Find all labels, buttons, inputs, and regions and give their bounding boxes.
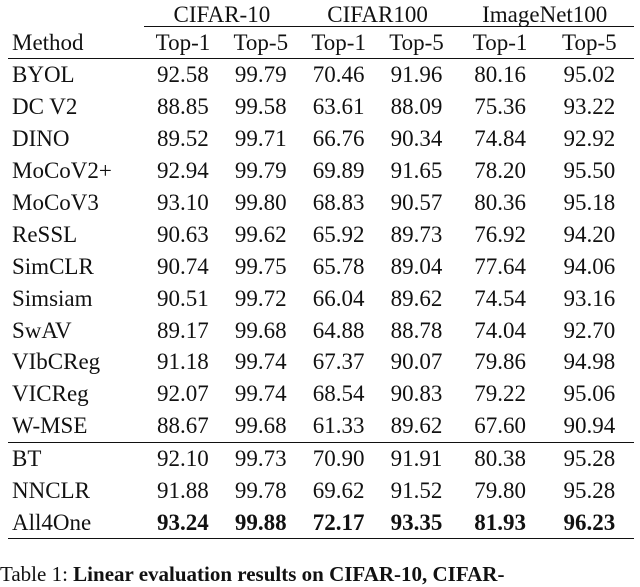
table-row (8, 59, 634, 91)
results-body (8, 59, 634, 539)
table-row (8, 123, 634, 155)
value-cell: 99.58 (234, 94, 287, 120)
value-cell: 68.83 (312, 190, 365, 215)
value-cell: 90.51 (157, 285, 209, 311)
value-cell: 91.65 (390, 158, 443, 184)
value-cell: 96.23 (545, 506, 634, 538)
value-cell: 69.89 (312, 158, 365, 184)
value-cell: 88.09 (390, 94, 443, 120)
value-cell: 89.04 (390, 253, 443, 279)
value-cell: 93.16 (563, 285, 616, 311)
table-row (8, 187, 634, 219)
value-cell: 92.58 (157, 62, 209, 88)
value-cell: 91.18 (157, 349, 209, 375)
value-cell: 80.38 (474, 446, 526, 472)
value-cell: 88.67 (144, 410, 222, 442)
value-cell: 90.07 (390, 349, 443, 375)
table-row (8, 475, 634, 507)
value-cell: 92.07 (157, 381, 209, 407)
group-header-cifar100: CIFAR100 (300, 0, 456, 27)
subheader-top1: Top-1 (300, 27, 378, 59)
value-cell: 99.73 (234, 446, 287, 472)
method-header: Method (8, 27, 144, 59)
caption-label: Table 1: (0, 562, 68, 586)
value-cell: 99.72 (234, 285, 287, 311)
value-cell: 90.94 (545, 410, 634, 442)
value-cell: 61.33 (300, 410, 378, 442)
group-header-row (8, 0, 634, 27)
value-cell: 69.62 (312, 478, 365, 504)
value-cell: 94.98 (563, 349, 616, 375)
method-cell: DC V2 (12, 94, 78, 120)
value-cell: 88.78 (390, 317, 443, 343)
method-cell: DINO (12, 126, 70, 152)
group-header-cifar10: CIFAR-10 (144, 0, 300, 27)
table-row (8, 314, 634, 346)
value-cell: 65.78 (312, 253, 365, 279)
method-cell: BYOL (12, 62, 75, 88)
table-row (8, 250, 634, 282)
value-cell: 93.35 (378, 506, 456, 538)
subheader-top5: Top-5 (378, 27, 456, 59)
table-row (8, 155, 634, 187)
value-cell: 72.17 (300, 506, 378, 538)
value-cell: 95.50 (563, 158, 616, 184)
subheader-row (8, 27, 634, 59)
method-cell: SwAV (12, 317, 72, 343)
method-cell: All4One (8, 506, 144, 538)
value-cell: 76.92 (474, 221, 526, 247)
value-cell: 93.22 (563, 94, 616, 120)
value-cell: 90.57 (390, 190, 443, 215)
value-cell: 95.06 (563, 381, 616, 407)
value-cell: 99.62 (234, 221, 287, 247)
value-cell: 89.62 (390, 285, 443, 311)
value-cell: 88.85 (157, 94, 209, 120)
value-cell: 74.84 (474, 126, 526, 152)
results-table (8, 0, 634, 539)
method-cell: MoCoV2+ (12, 158, 112, 184)
value-cell: 99.78 (234, 478, 287, 504)
value-cell: 99.88 (222, 506, 300, 538)
value-cell: 70.46 (312, 62, 365, 88)
value-cell: 89.62 (378, 410, 456, 442)
method-cell: Simsiam (12, 285, 93, 311)
value-cell: 99.71 (234, 126, 287, 152)
value-cell: 90.74 (157, 253, 209, 279)
value-cell: 90.83 (390, 381, 443, 407)
subheader-top5: Top-5 (545, 27, 634, 59)
value-cell: 81.93 (455, 506, 544, 538)
value-cell: 92.92 (563, 126, 616, 152)
value-cell: 99.68 (222, 410, 300, 442)
value-cell: 79.22 (474, 381, 526, 407)
subheader-top1: Top-1 (144, 27, 222, 59)
value-cell: 92.94 (157, 158, 209, 184)
table-row (8, 378, 634, 410)
value-cell: 91.91 (390, 446, 443, 472)
table-row (8, 218, 634, 250)
value-cell: 74.04 (474, 317, 526, 343)
value-cell: 89.52 (157, 126, 209, 152)
caption-text: Linear evaluation results on CIFAR-10, CIFAR- (73, 562, 505, 586)
subheader-top1: Top-1 (455, 27, 544, 59)
method-cell: ReSSL (12, 221, 78, 247)
method-cell: W-MSE (8, 410, 144, 442)
value-cell: 95.28 (563, 446, 616, 472)
value-cell: 89.17 (157, 317, 209, 343)
value-cell: 94.20 (563, 221, 616, 247)
value-cell: 93.10 (157, 190, 209, 215)
value-cell: 90.34 (390, 126, 443, 152)
value-cell: 68.54 (312, 381, 365, 407)
value-cell: 99.80 (234, 190, 287, 215)
method-cell: NNCLR (12, 478, 90, 504)
value-cell: 65.92 (312, 221, 365, 247)
value-cell: 70.90 (312, 446, 365, 472)
value-cell: 64.88 (312, 317, 365, 343)
value-cell: 79.86 (474, 349, 526, 375)
method-header-spacer (8, 0, 144, 27)
table-row (8, 282, 634, 314)
value-cell: 90.63 (157, 221, 209, 247)
value-cell: 99.75 (234, 253, 287, 279)
value-cell: 95.02 (563, 62, 616, 88)
table-row (8, 410, 634, 442)
value-cell: 74.54 (474, 285, 526, 311)
subheader-top5: Top-5 (222, 27, 300, 59)
value-cell: 77.64 (474, 253, 526, 279)
value-cell: 91.88 (157, 478, 209, 504)
table-row (8, 91, 634, 123)
value-cell: 99.74 (234, 381, 287, 407)
value-cell: 95.18 (563, 190, 616, 215)
value-cell: 63.61 (312, 94, 365, 120)
method-cell: MoCoV3 (12, 190, 99, 215)
value-cell: 75.36 (474, 94, 526, 120)
table-row (8, 346, 634, 378)
method-cell: SimCLR (12, 253, 94, 279)
value-cell: 95.28 (563, 478, 616, 504)
value-cell: 66.76 (312, 126, 365, 152)
value-cell: 91.52 (390, 478, 443, 504)
value-cell: 93.24 (144, 506, 222, 538)
value-cell: 80.16 (474, 62, 526, 88)
value-cell: 67.60 (455, 410, 544, 442)
value-cell: 99.79 (234, 158, 287, 184)
table-row (8, 442, 634, 474)
value-cell: 78.20 (474, 158, 526, 184)
value-cell: 66.04 (312, 285, 365, 311)
value-cell: 67.37 (312, 349, 365, 375)
value-cell: 99.68 (234, 317, 287, 343)
group-header-imagenet100: ImageNet100 (455, 0, 634, 27)
value-cell: 79.80 (474, 478, 526, 504)
method-cell: VICReg (12, 381, 89, 407)
table-row (8, 506, 634, 538)
value-cell: 92.70 (563, 317, 616, 343)
value-cell: 99.74 (234, 349, 287, 375)
value-cell: 94.06 (563, 253, 616, 279)
value-cell: 99.79 (234, 62, 287, 88)
value-cell: 91.96 (390, 62, 443, 88)
method-cell: VIbCReg (12, 349, 101, 375)
value-cell: 80.36 (474, 190, 526, 215)
table-caption (0, 562, 640, 587)
method-cell: BT (12, 446, 42, 472)
value-cell: 89.73 (390, 221, 443, 247)
value-cell: 92.10 (157, 446, 209, 472)
